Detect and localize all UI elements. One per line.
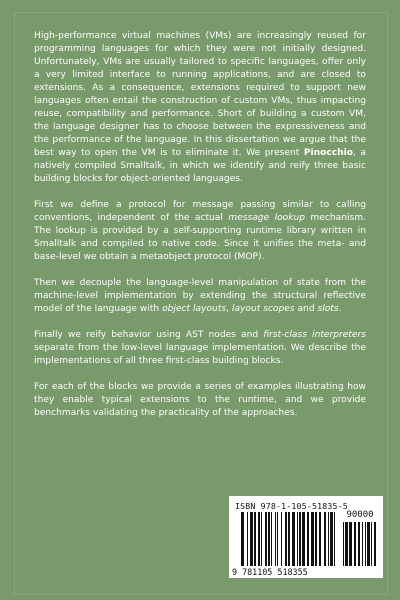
blurb-paragraph-5: For each of the blocks we provide a series of examples illustrating how they enable typical extensions to the runtime, and we provide benchmarks validating the practicality of the approaches.	[34, 382, 366, 418]
blurb-paragraph-1: High-performance virtual machines (VMs) are increasingly reused for programming languages for which they were not initially designed. Unfortunately, VMs are usually tailored to specific languages, offer only a very limited interface to running applications, and are closed to extensions. As a consequence, extensions required to support new languages often entail the construction of custom VMs, thus impacting reuse, compatibility and performance. Short of building a custom VM, the language designer has to choose between the expressiveness and the performance of the language. In this dissertation we argue that the best way to open the VM is to eliminate it. We present Pinocchio, a natively compiled Smalltalk, in which we identify and reify three basic building blocks for object-oriented languages.	[34, 31, 367, 184]
blurb-paragraph-2: First we define a protocol for message passing similar to calling conventions, independent of the actual message lookup mechanism. The lookup is provided by a self-supporting runtime library written in Smalltalk and compiled to native code. Since it unifies the meta- and base-level we obtain a metaobject protocol (MOP).	[34, 200, 366, 262]
blurb-paragraph-3: Then we decouple the language-level manipulation of state from the machine-level implementation by extending the structural reflective model of the language with object layouts, layout scopes and slots.	[34, 278, 366, 314]
blurb-text	[34, 30, 366, 433]
isbn-barcode	[229, 496, 383, 578]
project-name: Pinocchio	[303, 148, 353, 158]
blurb-paragraph-4: Finally we reify behavior using AST nodes and first-class interpreters separate from the low-level language implementation. We describe the implementations of all three first-class building blocks.	[34, 330, 366, 366]
barcode-addon-bars	[343, 522, 377, 566]
barcode-addon-digits: 90000	[346, 510, 374, 520]
barcode-digits: 9 781105 518355	[232, 567, 308, 577]
barcode-bars	[241, 512, 337, 566]
isbn-number: ISBN 978-1-105-51835-5	[235, 501, 348, 511]
